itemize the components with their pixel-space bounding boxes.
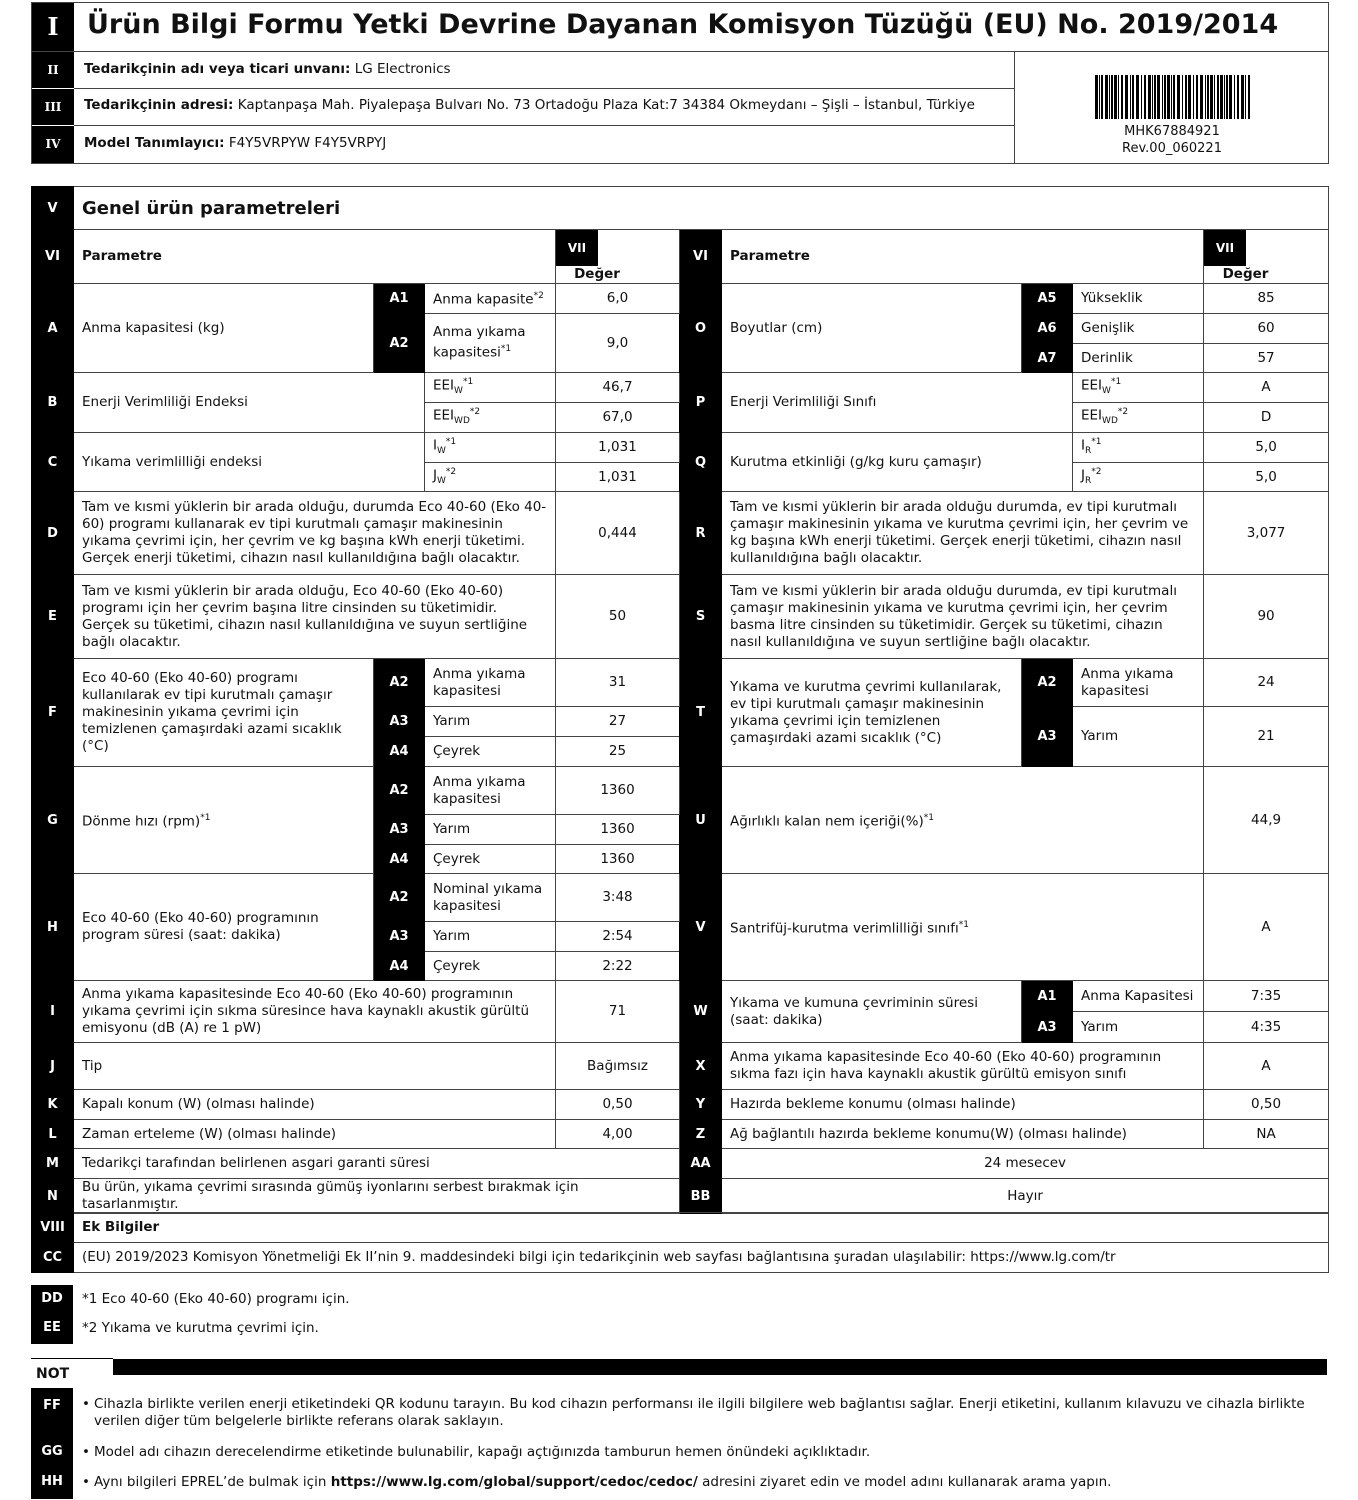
- row-key: S: [680, 575, 722, 659]
- param-value: 21: [1204, 707, 1329, 767]
- sub-label: $EEI_W^{*1}$: [1073, 373, 1204, 403]
- sub-key: A4: [374, 737, 425, 767]
- header-box: [31, 2, 1329, 164]
- col-number: VI: [32, 230, 74, 284]
- param-value: 0,50: [1204, 1090, 1329, 1120]
- eprel-link[interactable]: https://www.lg.com/global/support/cedoc/cedoc/: [330, 1474, 698, 1490]
- sub-label: Anma kapasite$^{*2}$: [425, 284, 556, 314]
- sub-label: Derinlik: [1073, 344, 1204, 373]
- col-number: VI: [680, 230, 722, 284]
- param-value: 50: [556, 575, 680, 659]
- param-label: Ağırlıklı kalan nem içeriği(%)$^{*1}$: [722, 767, 1204, 874]
- param-value: 24: [1204, 659, 1329, 707]
- row-key: AA: [680, 1149, 722, 1179]
- param-value: 9,0: [556, 314, 680, 373]
- param-label: Yıkama ve kumuna çevriminin süresi (saat: dakika): [722, 981, 1022, 1043]
- param-value: A: [1204, 874, 1329, 981]
- sub-label: Anma yıkama kapasitesi$^{*1}$: [425, 314, 556, 373]
- sub-label: $J_W^{*2}$: [425, 463, 556, 492]
- note-key: HH: [41, 1474, 63, 1489]
- param-value: 27: [556, 707, 680, 737]
- col-header-value: VIIDeğer: [556, 230, 680, 284]
- param-value: 7:35: [1204, 981, 1329, 1012]
- sub-label: Genişlik: [1073, 314, 1204, 344]
- section-title: Ek Bilgiler: [74, 1213, 1329, 1243]
- sub-label: $EEI_W^{*1}$: [425, 373, 556, 403]
- param-label: Enerji Verimliliği Sınıfı: [722, 373, 1073, 433]
- sub-label: $I_R^{*1}$: [1073, 433, 1204, 463]
- cc-text: (EU) 2019/2023 Komisyon Yönetmeliği Ek II’nin 9. maddesindeki bilgi için tedarikçinin web sayfası bağlantısına şuradan ulaşılabilir: https://www.lg.com/tr: [74, 1243, 1329, 1273]
- param-value: 67,0: [556, 403, 680, 433]
- col-header-value: VIIDeğer: [1204, 230, 1329, 284]
- sub-key: A7: [1022, 344, 1073, 373]
- section-number: I: [32, 3, 74, 51]
- param-value: 1360: [556, 815, 680, 845]
- supplier-name: Tedarikçinin adı veya ticari unvanı: LG Electronics: [84, 61, 451, 77]
- row-key: B: [32, 373, 74, 433]
- sub-label: Yarım: [425, 922, 556, 952]
- row-key: T: [680, 659, 722, 767]
- row-key: F: [32, 659, 74, 767]
- row-key: O: [680, 284, 722, 373]
- sub-label: Yükseklik: [1073, 284, 1204, 314]
- param-label: Tam ve kısmi yüklerin bir arada olduğu durumda, ev tipi kurutmalı çamaşır makinesinin yıkama ve kurutma çevrimi için, her çevrim ve kg başına kWh enerji tüketimi. Gerçek enerji tüketimi, cihazın nasıl kullanıldığına bağlı olacaktır.: [722, 492, 1204, 575]
- sub-label: Nominal yıkama kapasitesi: [425, 874, 556, 922]
- param-label: Eco 40-60 (Eko 40-60) programının program süresi (saat: dakika): [74, 874, 374, 981]
- param-value: 31: [556, 659, 680, 707]
- row-key: J: [32, 1043, 74, 1090]
- row-key: C: [32, 433, 74, 492]
- param-value: 3,077: [1204, 492, 1329, 575]
- sub-key: A2: [374, 314, 425, 373]
- param-label: Anma yıkama kapasitesinde Eco 40-60 (Eko 40-60) programının yıkama çevrimi için sıkma süresince hava kaynaklı akustik gürültü emisyonu (dB (A) re 1 pW): [74, 981, 556, 1043]
- sub-label: Anma yıkama kapasitesi: [425, 767, 556, 815]
- row-key: W: [680, 981, 722, 1043]
- section-title: Genel ürün parametreleri: [74, 187, 1329, 230]
- section-number: V: [32, 187, 74, 230]
- param-label: Tam ve kısmi yüklerin bir arada olduğu, Eco 40-60 (Eko 40-60) programı için her çevrim başına litre cinsinden su tüketimidir. Gerçek su tüketimi, cihazın nasıl kullanıldığına ve suyun sertliğine bağlı olacaktır.: [74, 575, 556, 659]
- row-key: P: [680, 373, 722, 433]
- row-key: A: [32, 284, 74, 373]
- param-label: Kapalı konum (W) (olması halinde): [74, 1090, 556, 1120]
- param-value: 57: [1204, 344, 1329, 373]
- param-label: Enerji Verimliliği Endeksi: [74, 373, 425, 433]
- row-key: K: [32, 1090, 74, 1120]
- sub-key: A4: [374, 845, 425, 874]
- row-key: L: [32, 1120, 74, 1149]
- row-number: IV: [32, 126, 74, 163]
- sub-label: $EEI_{WD}^{*2}$: [425, 403, 556, 433]
- row-key: U: [680, 767, 722, 874]
- param-value: Bağımsız: [556, 1043, 680, 1090]
- row-key: Z: [680, 1120, 722, 1149]
- sub-key: A4: [374, 952, 425, 981]
- param-value: 1,031: [556, 433, 680, 463]
- param-value: 4,00: [556, 1120, 680, 1149]
- row-key: N: [32, 1179, 74, 1214]
- param-value: Hayır: [722, 1179, 1329, 1214]
- sub-label: Yarım: [1073, 1012, 1204, 1043]
- param-label: Dönme hızı (rpm)$^{*1}$: [74, 767, 374, 874]
- param-label: Tam ve kısmi yüklerin bir arada olduğu durumda, ev tipi kurutmalı çamaşır makinesinin yıkama ve kurutma çevrimi için, her çevrim basma litre cinsinden su tüketimidir. Gerçek su tüketimi, cihazın nasıl kullanıldığına ve suyun sertliğine bağlı olacaktır.: [722, 575, 1204, 659]
- footnote-text: *1 Eco 40-60 (Eko 40-60) programı için.: [82, 1291, 350, 1307]
- footnote-key: EE: [43, 1320, 61, 1335]
- row-number: II: [32, 52, 74, 88]
- sub-key: A1: [1022, 981, 1073, 1012]
- note-key: GG: [41, 1444, 63, 1459]
- divider: [32, 51, 1328, 52]
- barcode-image: [1095, 75, 1253, 119]
- notes-bar: [113, 1359, 1327, 1375]
- row-key: D: [32, 492, 74, 575]
- sub-key: A5: [1022, 284, 1073, 314]
- sub-key: A1: [374, 284, 425, 314]
- param-value: 44,9: [1204, 767, 1329, 874]
- page-title: Ürün Bilgi Formu Yetki Devrine Dayanan Komisyon Tüzüğü (EU) No. 2019/2014: [87, 9, 1279, 40]
- param-value: 90: [1204, 575, 1329, 659]
- revision-label: Rev.00_060221: [1122, 141, 1222, 156]
- param-label: Ağ bağlantılı hazırda bekleme konumu(W) (olması halinde): [722, 1120, 1204, 1149]
- param-label: Yıkama ve kurutma çevrimi kullanılarak, ev tipi kurutmalı çamaşır makinesinin yıkama çevrimi için temizlenen çamaşırdaki azami sıcaklık (°C): [722, 659, 1022, 767]
- row-key: G: [32, 767, 74, 874]
- row-key: V: [680, 874, 722, 981]
- param-label: Tam ve kısmi yüklerin bir arada olduğu, durumda Eco 40-60 (Eko 40-60) programı kullanarak ev tipi kurutmalı çamaşır makinesinin yıkama çevrimi için, her çevrim ve kg başına kWh enerji tüketimi. Gerçek enerji tüketimi, cihazın nasıl kullanıldığına bağlı olacaktır.: [74, 492, 556, 575]
- sub-label: Çeyrek: [425, 737, 556, 767]
- section-number: VIII: [32, 1213, 74, 1243]
- footnote-key: DD: [41, 1291, 63, 1306]
- param-value: 0,50: [556, 1090, 680, 1120]
- row-number: III: [32, 89, 74, 125]
- param-label: Tip: [74, 1043, 556, 1090]
- param-label: Hazırda bekleme konumu (olması halinde): [722, 1090, 1204, 1120]
- row-key: CC: [32, 1243, 74, 1273]
- param-value: 25: [556, 737, 680, 767]
- sub-key: A2: [374, 874, 425, 922]
- sub-label: Yarım: [425, 707, 556, 737]
- sub-key: A2: [1022, 659, 1073, 707]
- barcode-code: MHK67884921: [1124, 124, 1220, 139]
- divider: [74, 125, 1014, 126]
- param-value: 85: [1204, 284, 1329, 314]
- sub-key: A3: [1022, 707, 1073, 767]
- sub-key: A3: [374, 922, 425, 952]
- additional-info-table: [31, 1212, 1329, 1273]
- row-key: H: [32, 874, 74, 981]
- param-value: 5,0: [1204, 433, 1329, 463]
- param-label: Eco 40-60 (Eko 40-60) programı kullanılarak ev tipi kurutmalı çamaşır makinesinin yıkama çevrimi için temizlenen çamaşırdaki azami sıcaklık (°C): [74, 659, 374, 767]
- param-label: Tedarikçi tarafından belirlenen asgari garanti süresi: [74, 1149, 680, 1179]
- sub-label: $I_W^{*1}$: [425, 433, 556, 463]
- param-value: 6,0: [556, 284, 680, 314]
- row-key: R: [680, 492, 722, 575]
- col-header-parameter: Parametre: [74, 230, 556, 284]
- param-value: A: [1204, 1043, 1329, 1090]
- divider: [1014, 51, 1015, 163]
- divider: [74, 88, 1014, 89]
- param-value: 71: [556, 981, 680, 1043]
- notes-title: NOT: [36, 1366, 70, 1382]
- model-identifier: Model Tanımlayıcı: F4Y5VRPYW F4Y5VRPYJ: [84, 135, 387, 151]
- param-value: 5,0: [1204, 463, 1329, 492]
- sub-label: Çeyrek: [425, 845, 556, 874]
- row-key: I: [32, 981, 74, 1043]
- row-key: Y: [680, 1090, 722, 1120]
- param-value: 3:48: [556, 874, 680, 922]
- supplier-address: Tedarikçinin adresi: Kaptanpaşa Mah. Piyalepaşa Bulvarı No. 73 Ortadoğu Plaza Kat:7 34384 Okmeydanı – Şişli – İstanbul, Türkiye: [84, 97, 975, 113]
- sub-key: A2: [374, 767, 425, 815]
- param-value: A: [1204, 373, 1329, 403]
- sub-label: Anma yıkama kapasitesi: [425, 659, 556, 707]
- param-label: Bu ürün, yıkama çevrimi sırasında gümüş iyonlarını serbest bırakmak için tasarlanmıştır.: [74, 1179, 680, 1214]
- sub-label: Anma Kapasitesi: [1073, 981, 1204, 1012]
- param-value: 24 mesecev: [722, 1149, 1329, 1179]
- param-value: 1360: [556, 845, 680, 874]
- param-value: NA: [1204, 1120, 1329, 1149]
- general-parameters-table: [31, 186, 1329, 1214]
- param-value: 1,031: [556, 463, 680, 492]
- note-ff: • Cihazla birlikte verilen enerji etiketindeki QR kodunu tarayın. Bu kod cihazın performansı ile ilgili bilgilere web bağlantısı sağlar. Enerji etiketini, kullanım kılavuzu ve cihazla birlikte verilen diğer tüm belgelerle birlikte referans olarak saklayın.: [82, 1396, 1305, 1429]
- footnote-text: *2 Yıkama ve kurutma çevrimi için.: [82, 1320, 319, 1336]
- sub-label: Çeyrek: [425, 952, 556, 981]
- param-value: 4:35: [1204, 1012, 1329, 1043]
- sub-key: A3: [374, 815, 425, 845]
- row-key: M: [32, 1149, 74, 1179]
- param-label: Anma kapasitesi (kg): [74, 284, 374, 373]
- param-value: D: [1204, 403, 1329, 433]
- note-hh: • Aynı bilgileri EPREL’de bulmak için https://www.lg.com/global/support/cedoc/cedoc/ adresini ziyaret edin ve model adını kullanarak arama yapın.: [82, 1474, 1112, 1490]
- sub-label: Yarım: [425, 815, 556, 845]
- param-value: 60: [1204, 314, 1329, 344]
- param-value: 46,7: [556, 373, 680, 403]
- col-header-parameter: Parametre: [722, 230, 1204, 284]
- row-key: E: [32, 575, 74, 659]
- sub-key: A3: [1022, 1012, 1073, 1043]
- sub-label: Anma yıkama kapasitesi: [1073, 659, 1204, 707]
- sub-key: A3: [374, 707, 425, 737]
- sub-key: A2: [374, 659, 425, 707]
- row-key: Q: [680, 433, 722, 492]
- param-label: Kurutma etkinliği (g/kg kuru çamaşır): [722, 433, 1073, 492]
- param-label: Santrifüj-kurutma verimlilliği sınıfı$^{*1}$: [722, 874, 1204, 981]
- param-label: Anma yıkama kapasitesinde Eco 40-60 (Eko 40-60) programının sıkma fazı için hava kaynaklı akustik gürültü emisyon sınıfı: [722, 1043, 1204, 1090]
- param-label: Boyutlar (cm): [722, 284, 1022, 373]
- param-value: 1360: [556, 767, 680, 815]
- note-gg: • Model adı cihazın derecelendirme etiketinde bulunabilir, kapağı açtığınızda tamburun hemen önündeki açıklıktadır.: [82, 1444, 871, 1460]
- sub-key: A6: [1022, 314, 1073, 344]
- param-label: Yıkama verimlilliği endeksi: [74, 433, 425, 492]
- row-key: BB: [680, 1179, 722, 1214]
- sub-label: $EEI_{WD}^{*2}$: [1073, 403, 1204, 433]
- note-key: FF: [43, 1398, 61, 1413]
- param-value: 0,444: [556, 492, 680, 575]
- row-key: X: [680, 1043, 722, 1090]
- sub-label: Yarım: [1073, 707, 1204, 767]
- param-value: 2:22: [556, 952, 680, 981]
- param-value: 2:54: [556, 922, 680, 952]
- param-label: Zaman erteleme (W) (olması halinde): [74, 1120, 556, 1149]
- sub-label: $J_R^{*2}$: [1073, 463, 1204, 492]
